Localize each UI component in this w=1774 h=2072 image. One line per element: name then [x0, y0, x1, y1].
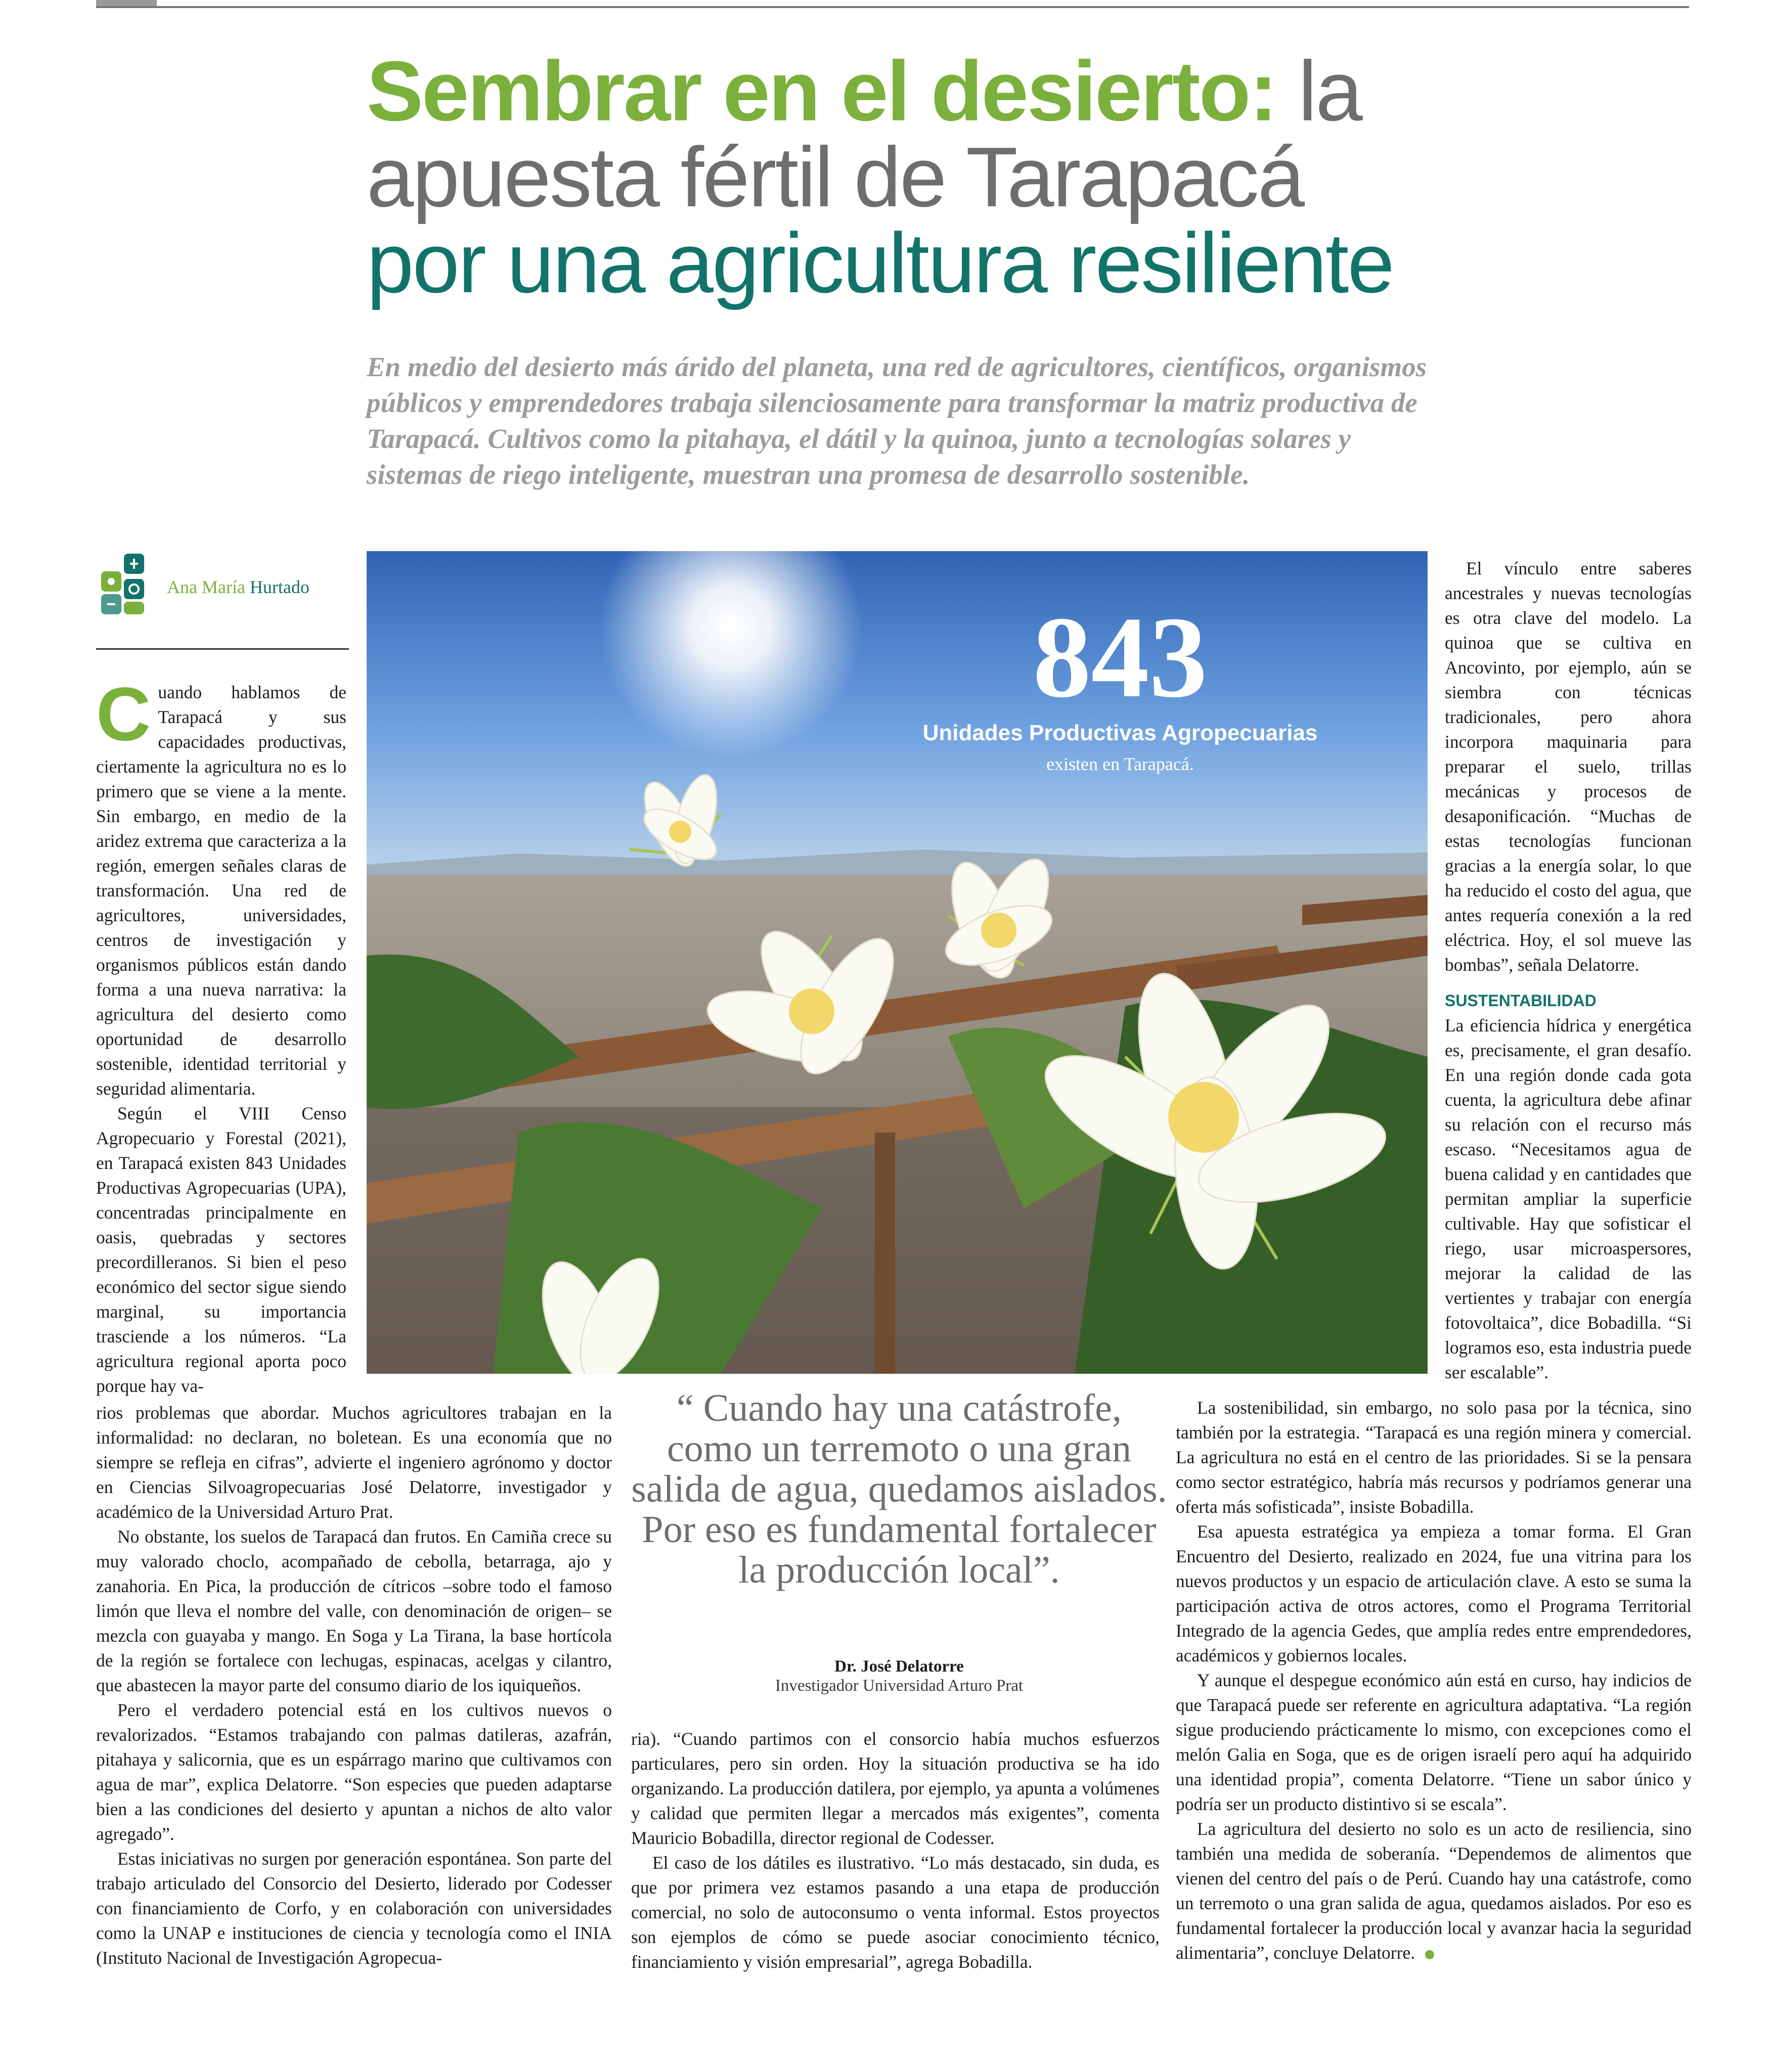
- headline-rest: la: [1276, 43, 1361, 139]
- pitahaya-photo: [367, 551, 1428, 1374]
- right-column-wide: [1176, 1395, 1692, 1965]
- article-paragraph-1-text: uando hablamos de Tarapacá y sus capacidades productivas, ciertamente la agricultura no es lo primero que se viene a la mente. Sin embargo, en medio de la aridez extrema que caracteriza a la región, emergen señales claras de transformación. Una red de agricultores, universidades, centros de investigación y organismos públicos están dando forma a una nueva narrativa: la agricultura del desierto como oportunidad de desarrollo sostenible, identidad territorial y seguridad alimentaria.: [96, 682, 346, 1099]
- stat-sublabel: existen en Tarapacá.: [1046, 754, 1194, 774]
- article-paragraph-4: Pero el verdadero potencial está en los cultivos nuevos o revalorizados. “Estamos trabajando con palmas datileras, azafrán, pitahaya y salicornia, que es un espárrago marino que cultivamos con agua de mar”, explica Delatorre. “Son especies que pueden adaptarse bien a las condiciones del desierto y apuntan a nichos de alto valor agregado”.: [96, 1700, 612, 1844]
- article-paragraph-3: No obstante, los suelos de Tarapacá dan frutos. En Camiña crece su muy valorado choclo, acompañado de cebolla, betarraga, ajo y zanahoria. En Pica, la producción de cítricos –sobre todo el famoso limón que lleva el nombre del valle, con denominación de origen– se mezcla con guayaba y mango. En Soga y La Tirana, la base hortícola de la región se fortalece con lechugas, espinacas, acelgas y cilantro, que abastecen la mayor parte del consumo diario de los iquiqueños.: [96, 1526, 612, 1695]
- author-first-name: Ana María: [167, 577, 245, 597]
- left-column-narrow: [96, 671, 346, 1399]
- article-paragraph-5: Estas iniciativas no surgen por generación espontánea. Son parte del trabajo articulado del Consorcio del Desierto, liderado por Codesser con financiamiento de Corfo, y en colaboración con universidades como la UNAP e instituciones de ciencia y tecnología como el INIA (Instituto Nacional de Investigación Agropecua-: [96, 1849, 612, 1968]
- section-heading-sustentabilidad: SUSTENTABILIDAD: [1445, 992, 1596, 1010]
- right-column-narrow: [1445, 556, 1692, 1385]
- middle-column: [631, 1727, 1160, 1974]
- article-paragraph-r1: El vínculo entre saberes ancestrales y nuevas tecnologías es otra clave del modelo. La quinoa que se cultiva en Ancovinto, por ejemplo, aún se siembra con técnicas tradicionales, pero ahora incorpora maquinaria para preparar el suelo, trillas mecánicas y procesos de desaponificación. “Muchas de estas tecnologías funcionan gracias a la energía solar, lo que ha reducido el costo del agua, que antes requería conexión a la red eléctrica. Hoy, el sol mueve las bombas”, señala Delatorre.: [1445, 558, 1692, 975]
- stat-label: Unidades Productivas Agropecuarias: [922, 720, 1318, 745]
- headline-accent: Sembrar en el desierto:: [367, 43, 1276, 139]
- article-paragraph-r5: Y aunque el despegue económico aún está en curso, hay indicios de que Tarapacá puede ser referente en agricultura adaptativa. “La región sigue produciendo prácticamente lo mismo, con excepciones como el melón Galia en Soga, que es de origen israelí pero aquí ha adquirido una identidad propia”, comenta Delatorre. “Tiene un sabor único y podría ser un producto distintivo si se escala”.: [1176, 1670, 1692, 1814]
- headline: [367, 43, 1661, 310]
- author-byline: [96, 551, 359, 617]
- article-paragraph-2-cont: rios problemas que abordar. Muchos agricultores trabajan en la informalidad: no declaran, no boletean. Es una economía que no siempre se refleja en cifras”, advierte el ingeniero agrónomo y doctor en Ciencias Silvoagropecuarias José Delatorre, investigador y académico de la Universidad Arturo Prat.: [96, 1403, 612, 1522]
- top-rule: [96, 6, 1689, 8]
- article-paragraph-r6: [1176, 1817, 1692, 1965]
- end-mark-icon: [1425, 1950, 1434, 1959]
- article-paragraph-r3: La sostenibilidad, sin embargo, no solo pasa por la técnica, sino también por la estrategia. “Tarapacá es una región minera y comercial. La agricultura no está en el centro de las prioridades. Si se la pensara como sector estratégico, habría más recursos y podríamos generar una oferta más sofisticada”, insiste Bobadilla.: [1176, 1398, 1692, 1517]
- article-paragraph-r6-text: La agricultura del desierto no solo es un acto de resiliencia, sino también una medida de soberanía. “Dependemos de alimentos que vienen del centro del país o de Perú. Cuando hay una catástrofe, como un terremoto o una gran salida de agua, quedamos aislados. Por eso es fundamental fortalecer la producción local y avanzar hacia la seguridad alimentaria”, concluye Delatorre.: [1176, 1819, 1692, 1963]
- drop-cap: C: [96, 671, 151, 756]
- article-paragraph-r4: Esa apuesta estratégica ya empieza a tomar forma. El Gran Encuentro del Desierto, realizado en 2024, fue una vitrina para los nuevos productos y un espacio de articulación clave. A esto se suma la participación activa de otros actores, como el Programa Territorial Integrado de la agencia Gedes, que amplía redes entre emprendedores, académicos y gobiernos locales.: [1176, 1521, 1692, 1665]
- pull-quote-author: Dr. José Delatorre: [834, 1657, 964, 1676]
- pull-quote-role: Investigador Universidad Arturo Prat: [775, 1677, 1024, 1695]
- deck: En medio del desierto más árido del planeta, una red de agricultores, científicos, organismos públicos y emprendedores trabaja silenciosamente para transformar la matriz productiva de Tarapacá. Cultivos como la pitahaya, el dátil y la quinoa, junto a tecnologías solares y sistemas de riego inteligente, muestran una promesa de desarrollo sostenible.: [367, 351, 1427, 490]
- article-paragraph-7: El caso de los dátiles es ilustrativo. “Lo más destacado, sin duda, es que por primera vez estamos pasando a una etapa de producción comercial, no solo de autoconsumo o venta informal. Estos proyectos son ejemplos de cómo se puede asociar conocimiento técnico, financiamiento y visión empresarial”, agrega Bobadilla.: [631, 1853, 1160, 1972]
- author-logo-icon: [96, 551, 162, 617]
- article-paragraph-1: [96, 671, 346, 1101]
- headline-line-2: apuesta fértil de Tarapacá: [367, 129, 1304, 224]
- headline-line-3: por una agricultura resiliente: [367, 215, 1393, 310]
- stat-number: 843: [1033, 593, 1208, 722]
- article-paragraph-6: ria). “Cuando partimos con el consorcio había muchos esfuerzos particulares, pero sin orden. Hoy la situación productiva se ha ido organizando. La producción datilera, por ejemplo, ya apunta a volúmenes y calidad que permiten llegar a mercados más exigentes”, comenta Mauricio Bobadilla, director regional de Codesser.: [631, 1729, 1160, 1848]
- pull-quote: “ Cuando hay una catástrofe, como un terremoto o una gran salida de agua, quedamos aislados. Por eso es fundamental fortalecer la producción local”.: [631, 1387, 1167, 1591]
- article-paragraph-r2: La eficiencia hídrica y energética es, precisamente, el gran desafío. En una región donde cada gota cuenta, la agricultura debe afinar su relación con el recurso más escaso. “Necesitamos agua de buena calidad y en cantidades que permitan ampliar la superficie cultivable. Hay que sofisticar el riego, usar microaspersores, mejorar la calidad de las vertientes y trabajar con energía fotovoltaica”, dice Bobadilla. “Si logramos eso, esta industria puede ser escalable”.: [1445, 1015, 1692, 1382]
- author-last-name: Hurtado: [249, 577, 309, 597]
- article-paragraph-2: Según el VIII Censo Agropecuario y Forestal (2021), en Tarapacá existen 843 Unidades Productivas Agropecuarias (UPA), concentradas principalmente en oasis, quebradas y sectores precordilleranos. Si bien el peso económico del sector sigue siendo marginal, su importancia trasciende a los números. “La agricultura regional aporta poco porque hay va-: [96, 1103, 346, 1396]
- left-column-rule: [96, 648, 349, 650]
- left-column-wide: [96, 1401, 612, 1970]
- top-rule-stub: [96, 0, 157, 6]
- author-name: [167, 576, 309, 598]
